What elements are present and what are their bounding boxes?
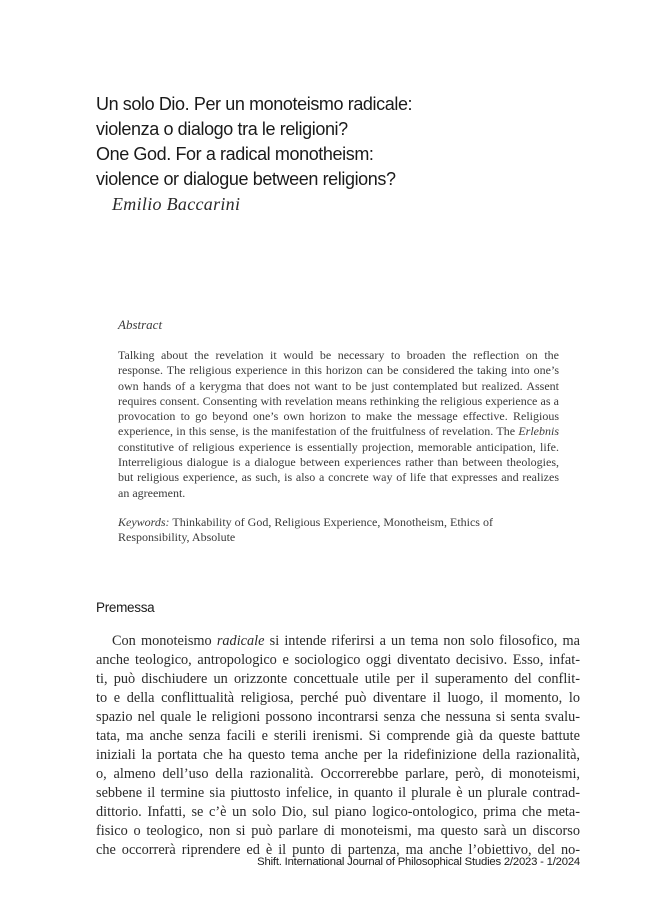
title-italian-line-2: violenza o dialogo tra le religioni? xyxy=(96,119,348,139)
body-italic-term: radicale xyxy=(216,633,265,649)
title-italian-line-1: Un solo Dio. Per un monoteismo radicale: xyxy=(96,94,413,114)
body-line: che occorrerà riprendere ed è il punto di partenza, ma anche l’obiettivo, del no- xyxy=(96,842,580,858)
section-heading-premessa: Premessa xyxy=(96,600,155,615)
body-text xyxy=(96,632,580,860)
body-line-1 xyxy=(96,632,580,651)
title-english-line-1: One God. For a radical monotheism: xyxy=(96,144,374,164)
abstract-heading: Abstract xyxy=(118,317,163,332)
abstract-text-part-1: Talking about the revelation it would be necessary to broaden the reflection on the response. The religious experience in this horizon can be considered the taking into one’s own hands of a kerygma that does not want to be just contemplated but realized. Assent requires consent. Consenting with revelation means rethinking the religious experience as a provocation to go beyond one’s own horizon to make the message effective. Religious experience, in this sense, is the manifestation of the fruitfulness of revelation. The xyxy=(118,348,559,439)
body-line-1-end: si intende riferirsi a un tema non solo filosofico, ma xyxy=(264,633,580,649)
abstract-text-part-2: constitutive of religious experience is essentially projection, memorable anticipation, life. Interreligious dialogue is a dialogue between experiences rather than between theologies, but religious experience, as such, is also a concrete way of life that expresses and realizes an agreement. xyxy=(118,439,559,500)
abstract-section xyxy=(118,316,559,546)
body-line: tata, ma anche senza facili e sterili irenismi. Si comprende già da queste battute xyxy=(96,728,580,744)
body-line: sebbene il termine sia piuttosto infelice, in quanto il plurale è un plurale contrad- xyxy=(96,785,580,801)
body-line-1-start: Con monoteismo xyxy=(112,633,217,649)
body-line: o, almeno dell’uso della razionalità. Occorrerebbe parlare, però, di monoteismi, xyxy=(96,766,580,782)
keywords-label: Keywords: xyxy=(118,514,170,529)
body-line: ti, può dischiudere un orizzonte concettuale utile per il superamento del conflit- xyxy=(96,671,580,687)
body-line: dittorio. Infatti, se c’è un solo Dio, sul piano logico-ontologico, prima che meta- xyxy=(96,804,580,820)
body-line: fisico o teologico, non si può parlare di monoteismi, ma questo sarà un discorso xyxy=(96,823,580,839)
body-line: iniziali la portata che ha questo tema anche per la ridefinizione della razionalità, xyxy=(96,747,580,763)
keywords-list: Thinkability of God, Religious Experience, Monotheism, Ethics of Responsibility, Absolute xyxy=(118,514,493,545)
journal-footer: Shift. International Journal of Philosophical Studies 2/2023 - 1/2024 xyxy=(257,856,580,868)
body-line: to e della conflittualità religiosa, perché può diventare il luogo, il momento, lo xyxy=(96,690,580,706)
author-name: Emilio Baccarini xyxy=(112,194,241,214)
body-line: spazio nel quale le religioni possono incontrarsi senza che nessuna si senta svalu- xyxy=(96,709,580,725)
keywords xyxy=(118,515,559,546)
abstract-text xyxy=(118,348,559,501)
title-english-line-2: violence or dialogue between religions? xyxy=(96,169,396,189)
abstract-italic-term: Erlebnis xyxy=(518,424,559,439)
body-line: anche teologico, antropologico e sociologico oggi diventato decisivo. Esso, infat- xyxy=(96,652,580,668)
article-title-block xyxy=(96,92,616,216)
